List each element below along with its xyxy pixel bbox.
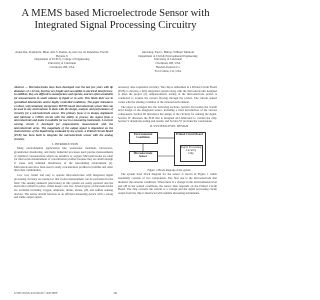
figure-caption: Figure 1: Block diagram of the system [147,168,191,172]
body-paragraph: The system level block diagram for the sensor is shown in Figure 1 which essentially consists of two components. The first one is the microelectrode that monitors the external conditions. When there is a change in the environmental level and pH in the sensed conditions, the sensor then responds on the Printed Circuit Board. The chip converts the current to a voltage and the signal processing circuit output from the chip is interfaced with suitable measuring instruments. [118,172,217,195]
affiliation-line: Cincinnati, OH, USA [155,61,181,66]
footer-copyright: 0-7803-XXXX-X/05/$20.00 ©2005 IEEE [14,292,58,295]
microelectrode-box [129,151,158,162]
affiliation-line: Fort Collins, CO, USA [154,68,182,73]
affiliation-line: Hewlett-Packard Co. [155,64,181,69]
section-heading-system-design: II. SYSTEM LEVEL DESIGN [149,124,189,129]
affiliation-line: University of Cincinnati [47,61,77,66]
section-heading-introduction: I. INTRODUCTION [52,141,78,146]
body-paragraph: Many environmental applications like wastewater treatment, bioreactors, groundwater monitoring, and many industrial processes need precise measurements of chemical concentrations which are sensitive to oxygen. Microelectrodes are ideal for microscale measurement of concentration profiles because they are small enough to cause only minimal disturbance of the surrounding environment [1]. Microelectrodes have been used to study concentration profiles in biofilms and other microbial communities. [14,146,113,173]
paper-title: A MEMS based Microelectrode Sensor with Integrated Signal Processing Circuitry [21,8,210,31]
env-conditions-box [129,132,158,144]
affiliation-line: Cincinnati, OH, USA [49,64,75,69]
authors-left [14,51,110,70]
left-column [14,86,113,201]
author-names-right: Ann Ising, Paul L. Bishop, William Timmons [141,50,195,54]
signal-processing-label: Signal Processing Circuitry [180,144,202,152]
pcb-label: Printed Circuit Board [175,131,204,136]
signal-processing-box [180,145,203,162]
page-number: 561 [113,292,118,295]
authors-right [118,51,218,73]
body-paragraph: necessary data acquisition circuitry. The chip is embedded in a Printed Circuit Board (PCB) to develop a fully integrated system along with the microelectrodes designed to meet the project [2]. Ampereometric testing of the microelectrode probes is conducted to acquire the current flowing through the probes. The current sensed varies with the altering condition of the external environment. [118,85,217,104]
chip-label: Chip [188,151,194,156]
body-paragraph: Low cost, robust and easy to operate microelectrodes with integrated signal processing circuitry are needed so that in-situ measurement can be performed in the field. The sensing elements (electrodes) in this system are easily replaced and the electronics remain in place, which keeps costs low. Several types of microelectrodes are available including oxygen, ammonia, nitrite, nitrate, pH, and sulfide sensing devices. The sensor should function as an efficient measuring device with a strong and stable output signal. [14,173,113,200]
microelectrode-label: Microelectrode Sensor [133,150,153,158]
affiliation-line: Department of ECECS, College of Engineering [34,57,90,62]
right-column [118,86,217,197]
block-diagram-figure [128,130,208,168]
abstract: Abstract — Microelectrodes have been developed over the last few years with tip diameters of 1-10 um, but they are fragile and susceptible to electrical interference. In addition, they are difficult to manufacture and operate, and are often unsuitable for measurements in small volumes of liquid or in soils. This limits their use in specialized laboratories and/or highly controlled conditions. The paper introduces a robust, self-contained, inexpensive MEMS based microelectrode sensor that can be used in any environment. It deals with the design, analysis and performance of circuitry for a microelectrode sensor. The primary focus is to design, implement and fabricate a CMOS circuit with the ability to process the signal from a microelectrode and make it available for use in a measuring instrument. A current sensing circuit is developed for amperometric measurement with the microelectrode array. The magnitude of the output signal is dependent on the characteristics of the liquid being evaluated by the system. A Printed Circuit Board (PCB) has been built to integrate the microelectrode sensor with the analog circuitry. [14,85,113,141]
affiliation-line: University of Cincinnati [153,57,183,62]
body-paragraph: The paper is arranged into the following sections. Section II provides the overall level design of the integrated sensor, including a brief introduction of the various components. Section III introduces the design of the circuitry for sensing the signal. Section IV discusses the PCB that is designed and fabricated to contain the chip. Section V details the testing and results, and Section VI provides the conclusions. [118,104,217,124]
author-names-left: Aiqun Dai, Prashant R. Bhatt, Alla S. Kumar, Ju-wen Liu, Jai Rajendran, Fred R. Beyette Jr [15,50,109,58]
env-conditions-label: Environmental Conditions [133,131,153,139]
affiliation-line: Department of Civil & Environmental Engineering [138,53,198,58]
